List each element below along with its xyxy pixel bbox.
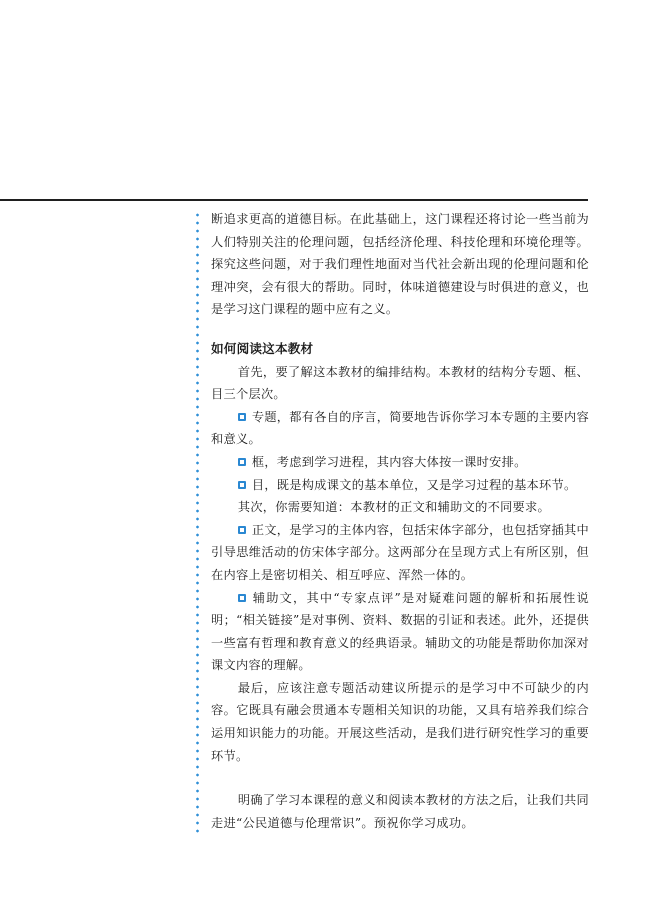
square-bullet-icon [238,526,246,534]
dotted-margin-rule [196,211,199,833]
activities-paragraph: 最后，应该注意专题活动建议所提示的是学习中不可缺少的内容。它既具有融会贯通本专题相关知识的功能，又具有培养我们综合运用知识能力的功能。开展这些活动，是我们进行研究性学习的重要环节。 [211,680,589,763]
square-bullet-icon [238,594,246,602]
page-body [211,208,589,834]
square-bullet-icon [238,413,246,421]
bullet-text: 框，考虑到学习进程，其内容大体按一课时安排。 [251,454,527,469]
closing-paragraph: 明确了学习本课程的意义和阅读本教材的方法之后，让我们共同走进“公民道德与伦理常识”。预祝你学习成功。 [211,793,589,830]
top-rule [0,199,588,201]
text-type-bullet-main [211,519,589,587]
bullet-text: 专题，都有各自的序言，简要地告诉你学习本专题的主要内容和意义。 [211,409,589,447]
section-heading: 如何阅读这本教材 [211,340,314,356]
structure-bullet-item [211,474,589,497]
square-bullet-icon [238,458,246,466]
bullet-text: 正文，是学习的主体内容，包括宋体字部分，也包括穿插其中引导思维活动的仿宋体字部分。这两部分在呈现方式上有所区别，但在内容上是密切相关、相互呼应、浑然一体的。 [211,522,589,582]
structure-bullet-frame [211,451,589,474]
text-types-intro: 其次，你需要知道：本教材的正文和辅助文的不同要求。 [237,500,551,515]
bullet-text: 辅助文，其中“专家点评”是对疑难问题的解析和拓展性说明；“相关链接”是对事例、资料、数据的引证和表述。此外，还提供一些富有哲理和教育意义的经典语录。辅助文的功能是帮助你加深对课文内容的理解。 [211,590,589,673]
structure-intro: 首先，要了解这本教材的编排结构。本教材的结构分专题、框、目三个层次。 [211,364,589,402]
structure-bullet-topic [211,406,589,451]
intro-continuation: 断追求更高的道德目标。在此基础上，这门课程还将讨论一些当前为人们特别关注的伦理问题，包括经济伦理、科技伦理和环境伦理等。探究这些问题，对于我们理性地面对当代社会新出现的伦理问题和伦理冲突，会有很大的帮助。同时，体味道德建设与时俱进的意义，也是学习这门课程的题中应有之义。 [211,212,589,317]
bullet-text: 目，既是构成课文的基本单位，又是学习过程的基本环节。 [251,477,577,492]
square-bullet-icon [238,481,246,489]
text-type-bullet-auxiliary [211,587,589,677]
